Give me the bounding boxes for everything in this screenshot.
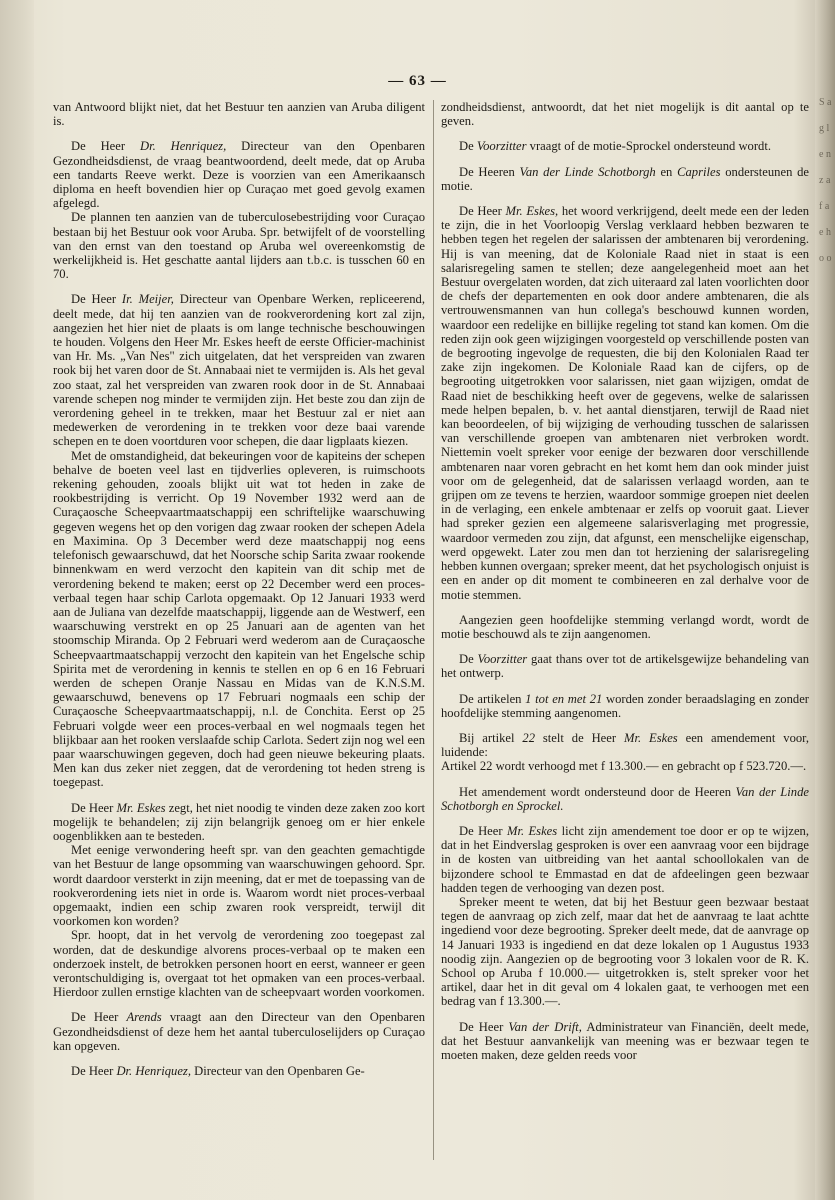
- paragraph: De Voorzitter gaat thans over tot de artikelsgewijze behandeling van het ontwerp.: [441, 652, 809, 681]
- paragraph: De Voorzitter vraagt of de motie-Sprockel ondersteund wordt.: [459, 139, 771, 154]
- edge-letters: S a g l e n z a f a e h o o: [819, 97, 832, 264]
- speaker-name: Van der Linde Schotborgh: [519, 164, 656, 179]
- paragraph: De Heer Mr. Eskes, het woord verkrijgend, deelt mede een der leden te zijn, die in het Voorloopig Verslag verklaard hebben bezwaren te hebben tegen het regelen der salarissen der ambtenaren bij verordening. Hij is van meening, dat de Koloniale Raad niet in staat is een salarisregeling samen te stellen; deze aangelegenheid moet aan het Bestuur overgelaten worden, dat zich uiteraard zal laten voorlichten door de chefs der departementen en ook door andere ambtenaren, die als vertrouwensmannen van hun collega's beschouwd kunnen worden, waardoor een redelijke en billijke regeling tot stand kan komen. Om die reden zijn ook geen wijzigingen voorgesteld op verschillende posten van de begrooting ingevolge de requesten, die bij den Kolonialen Raad ter zake zijn ingekomen. De Koloniale Raad kan de cijfers, op de begrooting uitgetrokken voor salarissen, niet gaan wijzigen, omdat de Raad niet de beschikking heeft over de gegevens, welke de salarissen mede helpen bepalen, b. v. het aantal dienstjaren, terwijl de Raad niet kan beoordeelen, of bij wijziging de verhouding tusschen de salarissen van verschillende groepen van ambtenaren niet verbroken wordt. Niettemin voelt spreker voor eenige der bezwaren door verschillende ambtenaren naar voren gebracht en het komt hem dan ook minder juist voor om de gelegenheid, dat de salarissen verlaagd worden, aan te grijpen om ze tevens te herzien, waardoor sommige groepen niet deelen in de verlaging, een enkele ambtenaar er zelfs op vooruit gaat. Liever had spreker gezien een algemeene salarisverlaging met progressie, waardoor vermeden zou zijn, dat afgunst, een menschelijke eigenschap, werd opgewekt. Later zou men dan tot herziening der salarisregeling hebben kunnen overgaan; spreker meent, dat het psychologisch onjuist is een en ander op dit moment te combineeren en zal derhalve voor de motie stemmen.: [441, 204, 809, 602]
- speaker-name: Dr. Henriquez,: [116, 1064, 191, 1078]
- speaker-name: Van der Drift,: [508, 1019, 582, 1034]
- left-column: [53, 100, 425, 1160]
- adjacent-page-edge: [815, 0, 835, 1200]
- paragraph: De Heer Mr. Eskes zegt, het niet noodig te vinden deze zaken zoo kort mogelijk te behandelen; zij zijn belangrijk genoeg om er hier enkele oogenblikken aan te besteden.: [53, 800, 426, 843]
- paragraph: De Heer Van der Drift, Administrateur van Financiën, deelt mede, dat het Bestuur aanvankelijk van meening was er bezwaar tegen te moeten maken, deze gelden reeds voor: [441, 1019, 809, 1062]
- paragraph: De Heer Arends vraagt aan den Directeur van den Openbaren Gezondheidsdienst of deze hem het aantal tuberculoselijders op Curaçao kan opgeven.: [53, 1010, 425, 1053]
- paragraph: De Heer Dr. Henriquez, Directeur van den Openbaren Ge-: [71, 1064, 365, 1078]
- speaker-name: Van der Linde Schotborgh en Sprockel.: [441, 784, 809, 813]
- speaker-name: Ir. Meijer,: [121, 292, 174, 307]
- paragraph: De Heer Ir. Meijer, Directeur van Openbare Werken, repliceerend, deelt mede, dat hij ten aanzien van de rookverordening kort zal zijn, aangezien het hier niet de plaats is om lange technische beschouwingen te houden. Volgens den Heer Mr. Eskes heeft de eerste Officier-machinist van Hr. Ms. „Van Nes" zich uitgelaten, dat het verspreiden van zwaren rook bij het varen door de St. Annabaai niet te vermijden is. Als het geval zoo staat, zal het verspreiden van zwaren rook door in de St. Annabaai varende schepen nog minder te vermijden zijn. Het beste zou dan zijn de verordening geheel in te trekken, maar het Bestuur zal er niet aan medewerken de verordening in te trekken voor deze baai varende schepen en te doen voortduren voor schepen, die daar ligplaats kiezen.: [53, 292, 426, 449]
- paragraph: Spr. hoopt, dat in het vervolg de verordening zoo toegepast zal worden, dat de deskundige alvorens proces-verbaal op te maken een onderzoek instelt, de betrokken personen hoort en eerst, wanneer er geen verontschuldiging is, overgaat tot het opmaken van een proces-verbaal. Hierdoor zullen ernstige klachten van de scheepvaart worden voorkomen.: [53, 928, 425, 1000]
- paragraph: De Heer Dr. Henriquez, Directeur van den Openbaren Gezondheidsdienst, de vraag beantwoordend, deelt mede, dat op Aruba een tandarts Reeve werkt. Deze is voorzien van een Amerikaansch diploma en heeft bovendien hier op Curaçao met goed gevolg examen afgelegd.: [53, 139, 425, 211]
- speaker-name: Mr. Eskes: [506, 823, 558, 838]
- column-divider: [433, 100, 434, 1160]
- paragraph: Met de omstandigheid, dat bekeuringen voor de kapiteins der schepen behalve de boeten veel last en tijdverlies opleveren, is ruimschoots rekening gehouden, zooals blijkt uit wat tot heden in zake de rookbestrijding is verricht. Op 19 November 1932 werd aan de Curaçaosche Scheepvaartmaatschappij een schriftelijke waarschuwing gegeven wegens het op den vorigen dag zwaar rooken der schepen Adela en Maximina. Op 3 December werd deze maatschappij nog eens telefonisch gewaarschuwd, dat het Noorsche schip Sarita zwaar rookende binnenkwam en werd verzocht den kapitein van dit schip met de verordening bekend te maken; eerst op 22 December werd een proces-verbaal tegen haar schip Carlota opgemaakt. Op 12 Januari 1933 werd aan de Juliana van dezelfde maatschappij, liggende aan de Westwerf, een waarschuwing verstrekt en op 25 Januari aan de agenten van het stoomschip Miranda. Op 2 Februari werd wederom aan de Curaçaosche Scheepvaartmaatschappij verzocht den kapitein van het Engelsche schip Spirita met de verordening in kennis te stellen en op 6 en 16 Februari werden de schepen Oranje Nassau en Midas van de K.N.S.M. gewaarschuwd, benevens op 17 Februari nogmaals een schip der Curaçaosche Scheepvaartmaatschappij, n.l. de Conchita. Eerst op 25 Februari volgde weer een proces-verbaal en wel nogmaals tegen het blijkbaar aan het rooken verslaafde schip Carlota. Sedert zijn nog wel een paar waarschuwingen gegeven, doch had geen nieuwe bekeuring plaats. Men kan dus zeker niet zeggen, dat de verordening tot heden streng is toegepast.: [53, 448, 425, 790]
- page-number: — 63 —: [388, 73, 447, 89]
- paragraph: De Heer Mr. Eskes licht zijn amendement toe door er op te wijzen, dat in het Eindverslag gesproken is over een aanvraag voor een bijdrage in de kosten van uitbreiding van het aantal schoollokalen van de bijzondere school te Emmastad en dat de afdeelingen geen bezwaar hadden tegen de verhooging van dezen post.: [441, 823, 809, 895]
- speaker-name: Mr. Eskes: [623, 730, 678, 745]
- article-range: 1 tot en met 21: [525, 691, 603, 706]
- speaker-name: Voorzitter: [476, 139, 527, 154]
- speaker-name: Capriles: [677, 164, 721, 179]
- paragraph: Aangezien geen hoofdelijke stemming verlangd wordt, wordt de motie beschouwd als te zijn aangenomen.: [441, 612, 809, 641]
- speaker-name: Voorzitter: [477, 652, 528, 667]
- paragraph: De Heeren Van der Linde Schotborgh en Capriles ondersteunen de motie.: [441, 164, 809, 193]
- paragraph: Bij artikel 22 stelt de Heer Mr. Eskes een amendement voor, luidende: Artikel 22 wordt verhoogd met f 13.300.— en gebracht op f 523.720.—.: [441, 730, 809, 774]
- paragraph: Met eenige verwondering heeft spr. van den geachten gemachtigde van het Bestuur de lange opsomming van waarschuwingen gehoord. Spr. wordt daardoor versterkt in zijn meening, dat er met de toepassing van de rookverordening iets niet in orde is. Waarom wordt niet proces-verbaal opgemaakt, indien een schip zwaren rook verspreidt, terwijl dit voorkomen kon worden?: [53, 843, 425, 929]
- paragraph: De artikelen 1 tot en met 21 worden zonder beraadslaging en zonder hoofdelijke stemming aangenomen.: [441, 691, 809, 720]
- speaker-name: Mr. Eskes: [116, 800, 166, 815]
- speaker-name: Arends: [126, 1010, 162, 1025]
- paragraph: Spreker meent te weten, dat bij het Bestuur geen bezwaar bestaat tegen de aanvraag op zich zelf, maar dat het de aanvraag te laat achtte ingediend voor deze begrooting. Spreker deelt mede, dat de aanvrage op 14 Januari 1933 is ingediend en dat deze lokalen op 1 Augustus 1933 noodig zijn. Aangezien op de begrooting voor 3 lokalen voor de R. K. School op Aruba f 10.000.— uitgetrokken is, stelt spreker voor het artikel, daar het in dit geval om 4 lokalen gaat, te verhoogen met een bedrag van f 13.300.—.: [441, 894, 809, 1009]
- paragraph: Het amendement wordt ondersteund door de Heeren Van der Linde Schotborgh en Sprockel.: [441, 784, 809, 813]
- binding-gutter: [0, 0, 34, 1200]
- paragraph: zondheidsdienst, antwoordt, dat het niet mogelijk is dit aantal op te geven.: [441, 100, 809, 129]
- speaker-name: Mr. Eskes,: [505, 204, 559, 219]
- speaker-name: Dr. Henriquez,: [139, 139, 227, 154]
- right-column: [441, 100, 809, 1160]
- amendment-text: Artikel 22 wordt verhoogd met f 13.300.— en gebracht op f 523.720.—.: [441, 759, 807, 774]
- paragraph: De plannen ten aanzien van de tuberculosebestrijding voor Curaçao bestaan bij het Bestuur ook voor Aruba. Spr. betwijfelt of de voorstelling van den ernst van den toestand op Aruba wel overeenkomstig de werkelijkheid is. Het geschatte aantal lijders aan t.b.c. is tusschen 60 en 70.: [53, 210, 425, 282]
- paragraph: van Antwoord blijkt niet, dat het Bestuur ten aanzien van Aruba diligent is.: [53, 100, 425, 129]
- article-number: 22: [522, 730, 535, 745]
